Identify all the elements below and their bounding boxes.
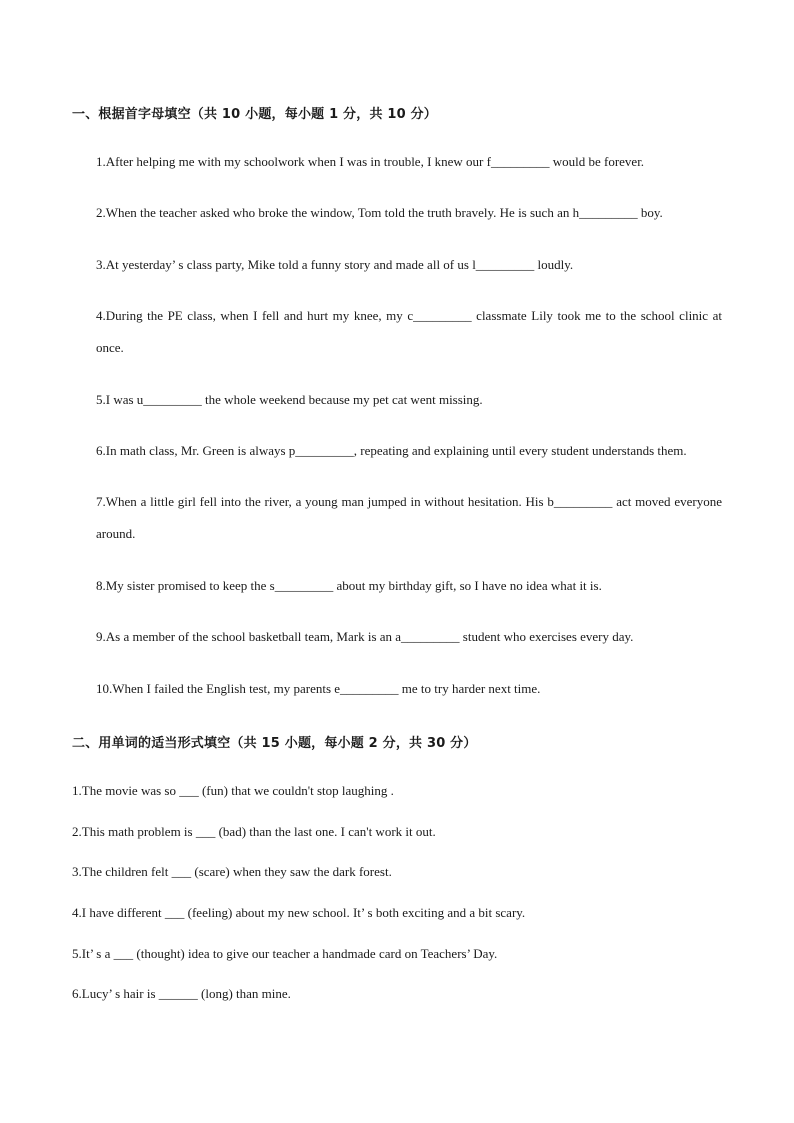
section1-question-1: 1.After helping me with my schoolwork when I was in trouble, I knew our f_________ would be forever.: [96, 154, 645, 169]
section2-question-5: 5.It’ s a ___ (thought) idea to give our teacher a handmade card on Teachers’ Day.: [72, 946, 498, 961]
section1-question-2: 2.When the teacher asked who broke the window, Tom told the truth bravely. He is such an h_________ boy.: [96, 205, 663, 220]
section1-question-9: 9.As a member of the school basketball team, Mark is an a_________ student who exercises every day.: [96, 629, 634, 644]
section1-question-10: 10.When I failed the English test, my parents e_________ me to try harder next time.: [96, 681, 541, 696]
section2-question-2: 2.This math problem is ___ (bad) than the last one. I can't work it out.: [72, 824, 436, 839]
section1-question-8: 8.My sister promised to keep the s_________ about my birthday gift, so I have no idea what it is.: [96, 578, 602, 593]
section2-question-3: 3.The children felt ___ (scare) when they saw the dark forest.: [72, 864, 392, 879]
section2-question-6: 6.Lucy’ s hair is ______ (long) than mine.: [72, 986, 291, 1001]
section2-question-4: 4.I have different ___ (feeling) about my new school. It’ s both exciting and a bit scary.: [72, 905, 526, 920]
section1-question-5: 5.I was u_________ the whole weekend because my pet cat went missing.: [96, 392, 483, 407]
section1-question-7: 7.When a little girl fell into the river, a young man jumped in without hesitation. His b_________ act moved everyone around.: [96, 494, 722, 541]
section1-question-6: 6.In math class, Mr. Green is always p_________, repeating and explaining until every student understands them.: [96, 443, 687, 458]
section2-question-1: 1.The movie was so ___ (fun) that we couldn't stop laughing .: [72, 783, 394, 798]
section2-heading: 二、用单词的适当形式填空（共 15 小题，每小题 2 分，共 30 分）: [72, 736, 477, 751]
section1-question-3: 3.At yesterday’ s class party, Mike told a funny story and made all of us l_________ loudly.: [96, 257, 574, 272]
section1-question-4: 4.During the PE class, when I fell and hurt my knee, my c_________ classmate Lily took me to the school clinic at once.: [96, 308, 722, 355]
section1-heading: 一、根据首字母填空（共 10 小题，每小题 1 分，共 10 分）: [72, 107, 437, 122]
